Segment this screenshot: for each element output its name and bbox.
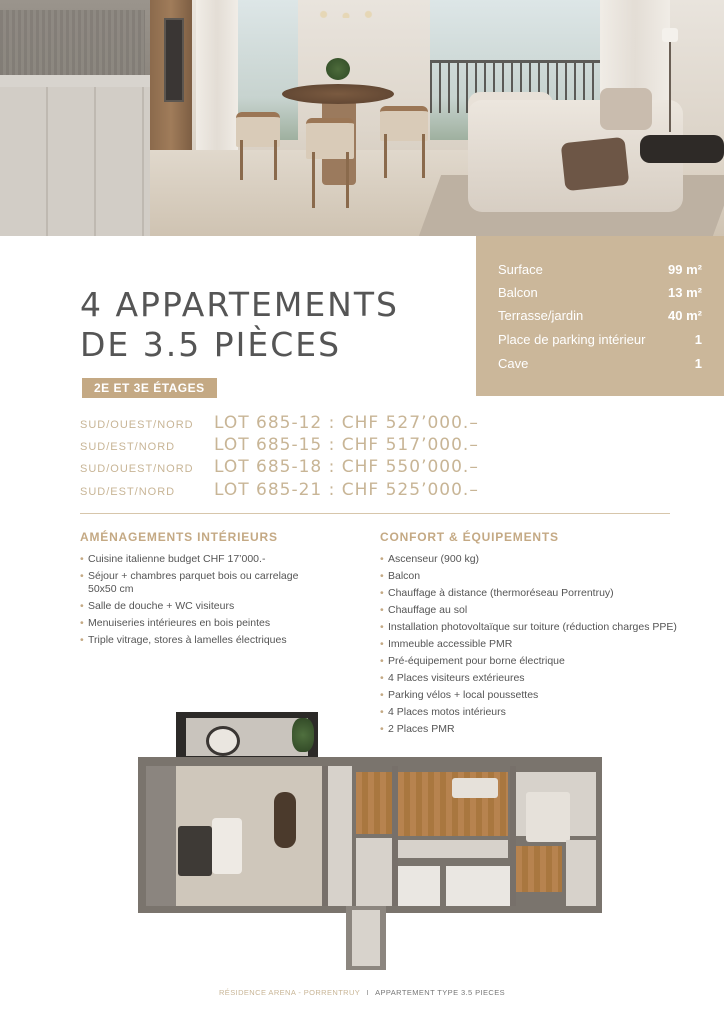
lot-price: LOT 685-21 : CHF 525’000.– bbox=[214, 480, 479, 500]
page-title bbox=[80, 285, 460, 365]
list-item: • Chauffage à distance (thermoréseau Porrentruy) bbox=[380, 587, 700, 600]
info-value: 40 m² bbox=[668, 308, 702, 323]
info-label: Balcon bbox=[498, 285, 538, 300]
info-value: 99 m² bbox=[668, 262, 702, 277]
info-row-parking bbox=[498, 332, 702, 347]
hero-interior-photo bbox=[0, 0, 724, 236]
list-item: • 4 Places motos intérieurs bbox=[380, 706, 700, 719]
list-item: • Menuiseries intérieures en bois peintes bbox=[80, 617, 310, 630]
info-row-terrasse bbox=[498, 308, 702, 323]
list-item: • Immeuble accessible PMR bbox=[380, 638, 700, 651]
info-label: Place de parking intérieur bbox=[498, 332, 646, 347]
lot-price: LOT 685-12 : CHF 527’000.– bbox=[214, 413, 479, 433]
lot-price: LOT 685-18 : CHF 550’000.– bbox=[214, 457, 479, 477]
footer-apartment-type: APPARTEMENT TYPE 3.5 PIECES bbox=[375, 988, 505, 997]
info-value: 13 m² bbox=[668, 285, 702, 300]
info-row-cave bbox=[498, 356, 702, 371]
list-item: • Cuisine italienne budget CHF 17’000.- bbox=[80, 553, 310, 566]
list-item: • Pré-équipement pour borne électrique bbox=[380, 655, 700, 668]
list-item: • 4 Places visiteurs extérieures bbox=[380, 672, 700, 685]
floor-plan-image bbox=[0, 700, 724, 975]
list-item: • Ascenseur (900 kg) bbox=[380, 553, 700, 566]
info-label: Terrasse/jardin bbox=[498, 308, 584, 323]
info-value: 1 bbox=[694, 332, 702, 347]
info-label: Surface bbox=[498, 262, 543, 277]
lot-item bbox=[80, 480, 479, 500]
footer-separator: I bbox=[366, 988, 370, 997]
lot-orientation: SUD/EST/NORD bbox=[80, 441, 176, 453]
page-footer bbox=[0, 988, 724, 997]
title-line-1: 4 APPARTEMENTS bbox=[80, 285, 399, 324]
list-item: • Balcon bbox=[380, 570, 700, 583]
lot-orientation: SUD/OUEST/NORD bbox=[80, 463, 194, 475]
info-value: 1 bbox=[694, 356, 702, 371]
lot-orientation: SUD/OUEST/NORD bbox=[80, 419, 194, 431]
info-row-surface bbox=[498, 262, 702, 277]
title-line-2: DE 3.5 PIÈCES bbox=[80, 325, 342, 364]
surface-info-box bbox=[476, 236, 724, 396]
lot-item bbox=[80, 457, 479, 477]
amenagements-title: AMÉNAGEMENTS INTÉRIEURS bbox=[80, 530, 278, 544]
lot-item bbox=[80, 413, 479, 433]
floors-badge: 2E ET 3E ÉTAGES bbox=[82, 378, 217, 398]
footer-residence: RÉSIDENCE ARENA - PORRENTRUY bbox=[218, 988, 361, 997]
info-row-balcon bbox=[498, 285, 702, 300]
lot-item bbox=[80, 435, 479, 455]
list-item: • 2 Places PMR bbox=[380, 723, 700, 736]
lot-price: LOT 685-15 : CHF 517’000.– bbox=[214, 435, 479, 455]
list-item: • Chauffage au sol bbox=[380, 604, 700, 617]
list-item: • Installation photovoltaïque sur toiture (réduction charges PPE) bbox=[380, 621, 700, 634]
list-item: • Parking vélos + local poussettes bbox=[380, 689, 700, 702]
amenagements-list bbox=[80, 553, 310, 651]
lot-orientation: SUD/EST/NORD bbox=[80, 486, 176, 498]
section-divider bbox=[80, 513, 670, 514]
list-item: • Triple vitrage, stores à lamelles électriques bbox=[80, 634, 310, 647]
list-item: • Salle de douche + WC visiteurs bbox=[80, 600, 310, 613]
info-label: Cave bbox=[498, 356, 529, 371]
confort-title: CONFORT & ÉQUIPEMENTS bbox=[380, 530, 559, 544]
list-item: • Séjour + chambres parquet bois ou carrelage 50x50 cm bbox=[80, 570, 310, 596]
